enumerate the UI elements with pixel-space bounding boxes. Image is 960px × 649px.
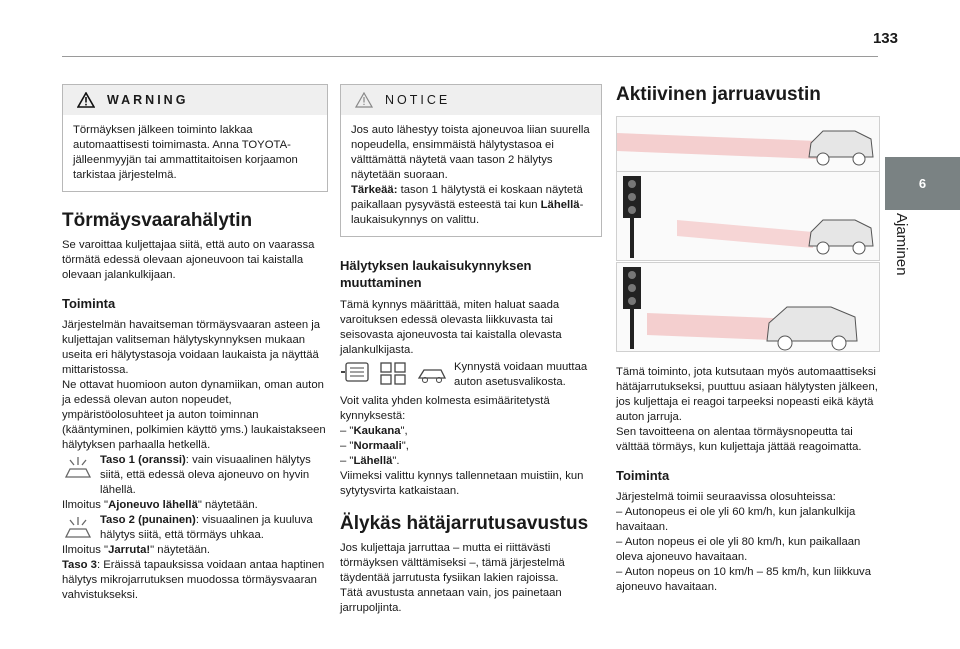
notice-important-label: Tärkeää:	[351, 184, 398, 196]
message-1-pre: Ilmoitus "	[62, 499, 109, 511]
collision-alert-icon	[62, 515, 94, 541]
threshold-option-2: – "Normaali",	[340, 440, 409, 452]
condition-1: – Autonopeus ei ole yli 60 km/h, kun jalankulkija havaitaan.	[616, 506, 856, 533]
level-2-text: : visuaalinen ja kuuluva hälytys siitä, että törmäys uhkaa.	[100, 514, 313, 541]
option-far: Kaukana	[353, 425, 401, 437]
option-near: Lähellä	[353, 455, 393, 467]
threshold-para-1: Tämä kynnys määrittää, miten haluat saada varoituksen edessä olevasta liikkuvasta tai seisovasta ajoneuvosta tai kaistalla olevasta jalankulkijasta.	[340, 299, 562, 356]
subheading-operation-2: Toiminta	[616, 468, 670, 483]
threshold-option-1: – "Kaukana",	[340, 425, 408, 437]
notice-box	[340, 84, 602, 237]
threshold-option-3: – "Lähellä".	[340, 455, 400, 467]
threshold-para-3: Viimeksi valittu kynnys tallennetaan muistiin, kun sytytysvirta katkaistaan.	[340, 470, 584, 497]
header-rule	[62, 56, 878, 57]
warning-header	[63, 85, 327, 115]
notice-triangle-icon	[355, 92, 373, 108]
level-3-label: Taso 3	[62, 559, 97, 571]
option-normal: Normaali	[353, 440, 402, 452]
threshold-para-2: Voit valita yhden kolmesta esimääritetystä kynnyksestä:	[340, 395, 550, 422]
notice-title: NOTICE	[385, 92, 451, 107]
condition-1-text: Autonopeus ei ole yli 60 km/h, kun jalankulkija havaitaan.	[616, 506, 856, 533]
operation-para-2: Ne ottavat huomioon auton dynamiikan, oman auton ja edessä olevan auton nopeudet, ympäristöolosuhteet ja auton toiminnan (kääntyminen, polkimien käyttö yms.) laukaistakseen hälytyksen parhaalla hetkellä.	[62, 379, 326, 451]
active-brake-para-2: Sen tavoitteena on alentaa törmäysnopeutta tai välttää törmäys, kun kuljettaja jättää reagoimatta.	[616, 426, 862, 453]
conditions-intro: Järjestelmä toimii seuraavissa olosuhteissa:	[616, 491, 836, 503]
illustration-braking-car	[616, 262, 880, 352]
settings-menu-text: Kynnystä voidaan muuttaa auton asetusvalikosta.	[454, 361, 588, 388]
touchscreen-menu-icon	[340, 360, 372, 386]
chapter-tab[interactable]	[885, 157, 960, 210]
level-2-row	[62, 513, 328, 543]
warning-box	[62, 84, 328, 192]
warning-title: WARNING	[107, 92, 189, 107]
smart-brake-para-1: Jos kuljettaja jarruttaa – mutta ei riittävästi törmäyksen välttämiseksi –, tämä järjestelmä täydentää jarrutusta fysiikan lakien rajoissa.	[340, 542, 565, 584]
smart-brake-para-2: Tätä avustusta annetaan vain, jos painetaan jarrupoljinta.	[340, 587, 562, 614]
notice-important-end: -laukaisukynnys on valittu.	[351, 199, 584, 226]
level-1-row	[62, 453, 328, 498]
message-1-post: " näytetään.	[197, 499, 258, 511]
section-heading-smart-brake: Älykäs hätäjarrutusavustus	[340, 513, 589, 534]
illustration-traffic-light-car	[616, 171, 880, 261]
column-2	[340, 84, 602, 616]
level-1-text: : vain visuaalinen hälytys siitä, että edessä oleva ajoneuvo on hyvin lähellä.	[100, 454, 311, 496]
notice-important-near: Lähellä	[540, 199, 580, 211]
column-3-text	[616, 365, 880, 595]
warning-text: Törmäyksen jälkeen toiminto lakkaa automaattisesti toimimasta. Anna TOYOTA-jälleenmyyjän tai ammattitaitoisen korjaamon tarkistaa järjestelmä.	[73, 124, 298, 181]
settings-icons-row	[340, 360, 602, 390]
column-3	[616, 84, 880, 106]
illustration-car-approaching	[616, 116, 880, 172]
chapter-label: Ajaminen	[893, 213, 910, 276]
notice-text: Jos auto lähestyy toista ajoneuvoa liian suurella nopeudella, ensimmäistä hälytystasoa ei välttämättä näytetä vaan tason 2 hälytys näytetään suoraan.	[351, 124, 590, 181]
level-3-text: : Eräissä tapauksissa voidaan antaa haptinen hälytys mikrojarrutuksen muodossa törmäysvaaran vahvistukseksi.	[62, 559, 325, 601]
subheading-threshold: Hälytyksen laukaisukynnyksen muuttaminen	[340, 258, 532, 290]
column-1	[62, 84, 328, 603]
message-2-post: " näytetään.	[150, 544, 211, 556]
message-2-value: Jarruta!	[108, 544, 151, 556]
car-settings-icon	[416, 360, 448, 386]
collision-alert-icon	[62, 455, 94, 481]
notice-header	[341, 85, 601, 115]
section-heading-active-brake: Aktiivinen jarruavustin	[616, 84, 821, 105]
warning-triangle-icon	[77, 92, 95, 108]
message-2-pre: Ilmoitus "	[62, 544, 109, 556]
condition-3-text: Auton nopeus on 10 km/h – 85 km/h, kun liikkuva ajoneuvo havaitaan.	[616, 566, 871, 593]
message-1-value: Ajoneuvo lähellä	[108, 499, 198, 511]
operation-para-1: Järjestelmän havaitseman törmäysvaaran asteen ja kuljettajan valitseman hälytyskynnyksen mukaan useita eri hälytystasoja voidaan laukaista ja näyttää mittaristossa.	[62, 319, 321, 376]
condition-2: – Auton nopeus ei ole yli 80 km/h, kun paikallaan oleva ajoneuvo havaitaan.	[616, 536, 861, 563]
page-number: 133	[872, 30, 898, 47]
chapter-number: 6	[918, 176, 927, 191]
subheading-operation: Toiminta	[62, 296, 116, 311]
condition-3: – Auton nopeus on 10 km/h – 85 km/h, kun liikkuva ajoneuvo havaitaan.	[616, 566, 871, 593]
active-brake-para-1: Tämä toiminto, jota kutsutaan myös automaattiseksi hätäjarrutukseksi, puuttuu asiaan hälytysten jälkeen, jos kuljettaja ei reagoi tarpeeksi nopeasti eikä käytä auton jarruja.	[616, 366, 878, 423]
section-heading-collision-alert: Törmäysvaarahälytin	[62, 210, 253, 231]
condition-2-text: Auton nopeus ei ole yli 80 km/h, kun paikallaan oleva ajoneuvo havaitaan.	[616, 536, 861, 563]
notice-important-text: tason 1 hälytystä ei koskaan näytetä paikallaan pysyvästä esteestä tai kun	[351, 184, 583, 211]
level-2-label: Taso 2 (punainen)	[100, 514, 196, 526]
vehicle-settings-icon	[378, 360, 410, 386]
collision-intro: Se varoittaa kuljettajaa siitä, että auto on vaarassa törmätä edessä olevaan ajoneuvoon tai kaistalla olevaan jalankulkijaan.	[62, 239, 315, 281]
level-1-label: Taso 1 (oranssi)	[100, 454, 186, 466]
